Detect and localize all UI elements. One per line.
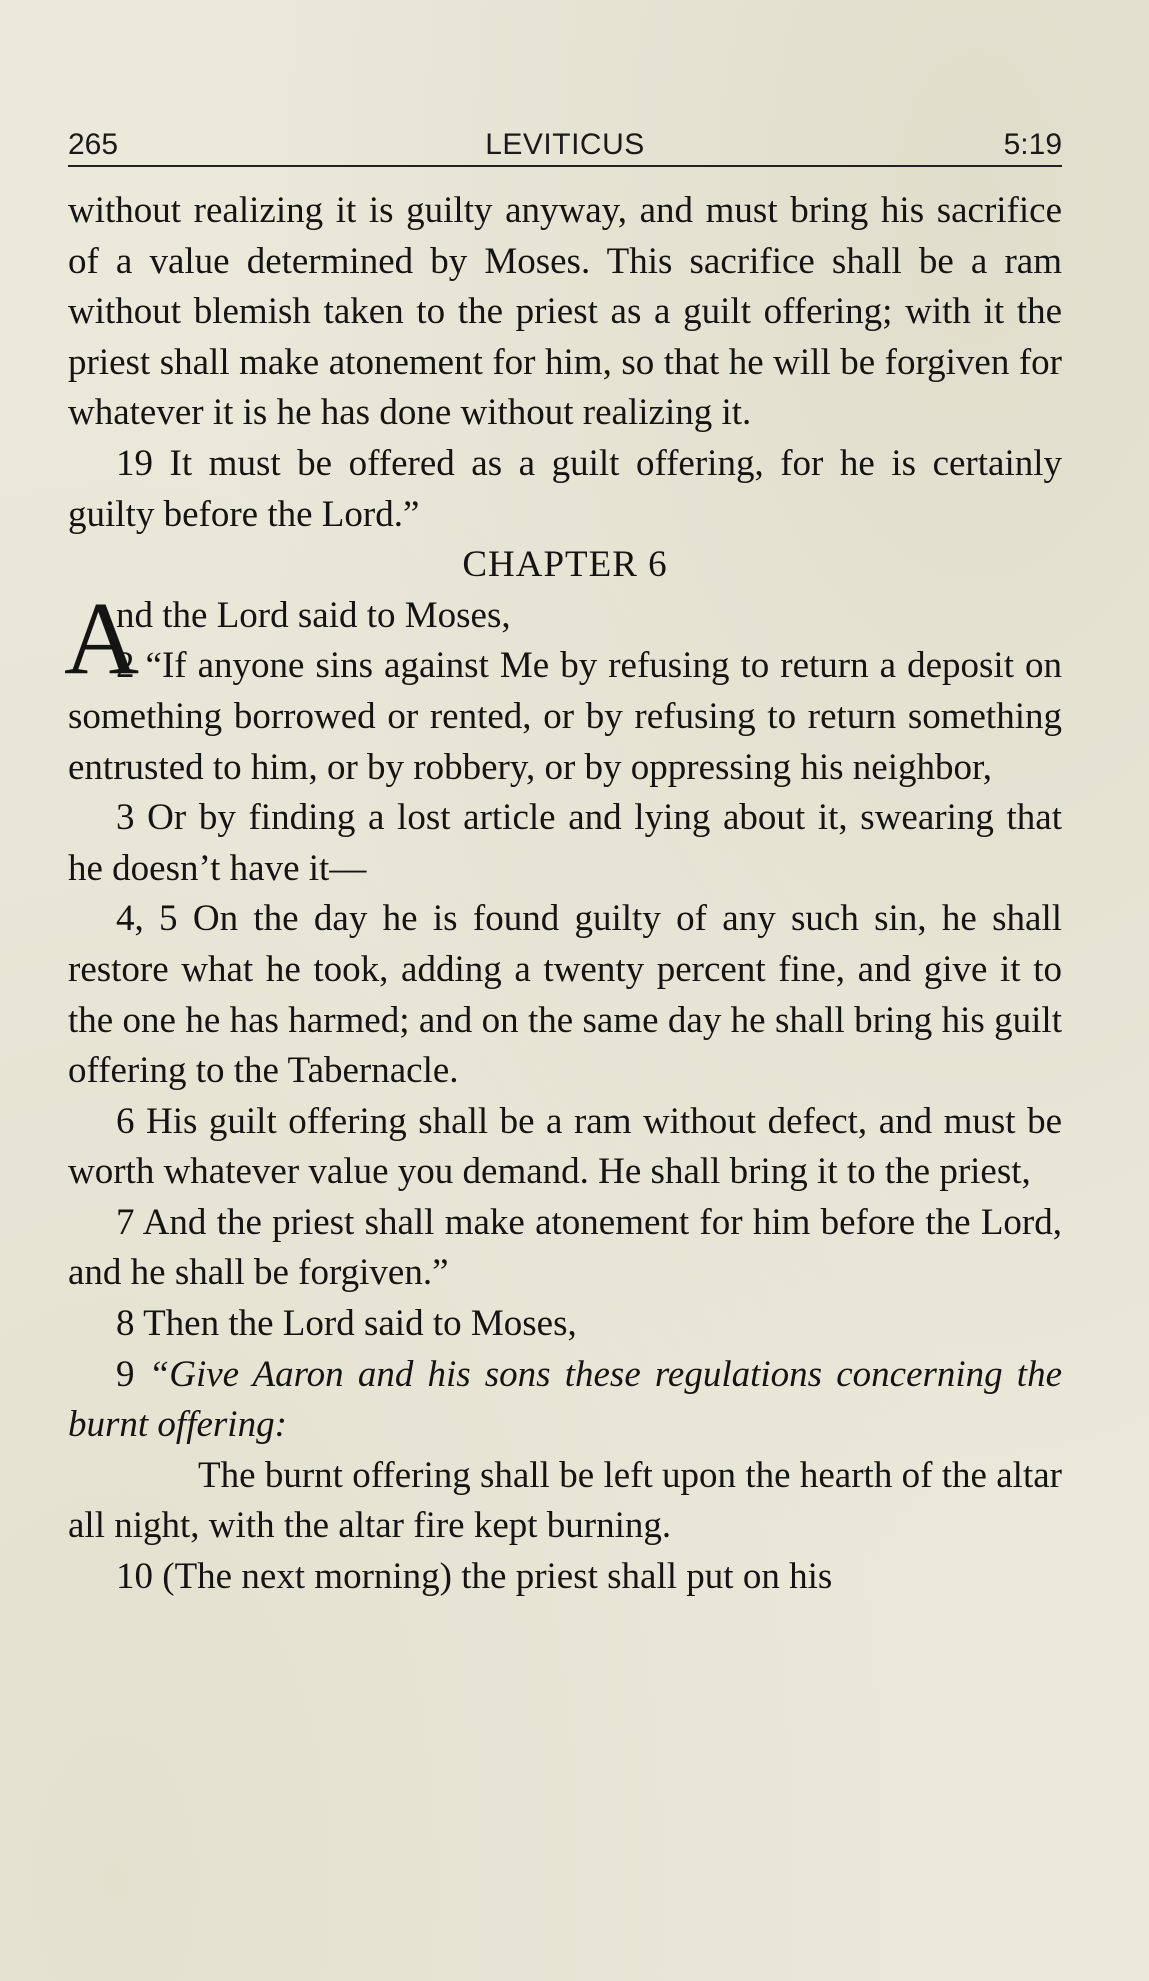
verse-9-italic: “Give Aaron and his sons these regulations concerning the burnt offering: xyxy=(68,1353,1063,1446)
verse-2: 2 “If anyone sins against Me by refusing to return a deposit on something borrowed or rented, or by refusing to return something entrusted to him, or by robbery, or by oppressing his neighbor, xyxy=(68,645,1062,788)
verse-8: 8 Then the Lord said to Moses, xyxy=(116,1303,577,1345)
chapter-heading: CHAPTER 6 xyxy=(462,544,668,586)
verse-19: 19 It must be offered as a guilt offering, for he is certainly guilty before the Lord.” xyxy=(68,442,1062,535)
verse-9-continued: The burnt offering shall be left upon the hearth of the altar all night, with the altar fire kept burning. xyxy=(68,1454,1062,1547)
drop-cap: A xyxy=(64,580,140,696)
running-header xyxy=(68,124,1062,166)
verse-1: nd the Lord said to Moses, xyxy=(116,594,511,636)
header-rule xyxy=(68,165,1062,167)
page-number: 265 xyxy=(68,128,119,161)
verse-9-number: 9 xyxy=(116,1353,149,1395)
verse-4-5: 4, 5 On the day he is found guilty of any such sin, he shall restore what he took, adding a twenty percent fine, and give it to the one he has harmed; and on the same day he shall bring his guilt offering to the Tabernacle. xyxy=(68,898,1062,1092)
verse-7: 7 And the priest shall make atonement for him before the Lord, and he shall be forgiven.” xyxy=(68,1201,1062,1294)
body-text xyxy=(64,186,1063,1603)
paragraph: without realizing it is guilty anyway, and must bring his sacrifice of a value determined by Moses. This sacrifice shall be a ram without blemish taken to the priest as a guilt offering; with it the priest shall make atonement for him, so that he will be forgiven for whatever it is he has done without realizing it. xyxy=(68,190,1062,434)
verse-10: 10 (The next morning) the priest shall put on his xyxy=(116,1556,833,1598)
verse-9 xyxy=(68,1350,1062,1451)
verse-3: 3 Or by finding a lost article and lying about it, swearing that he doesn’t have it— xyxy=(68,797,1062,889)
book-title: LEVITICUS xyxy=(485,128,645,161)
chapter-verse-reference: 5:19 xyxy=(1003,128,1062,161)
verse-6: 6 His guilt offering shall be a ram without defect, and must be worth whatever value you demand. He shall bring it to the priest, xyxy=(68,1100,1062,1193)
chapter-opening xyxy=(64,580,1062,696)
